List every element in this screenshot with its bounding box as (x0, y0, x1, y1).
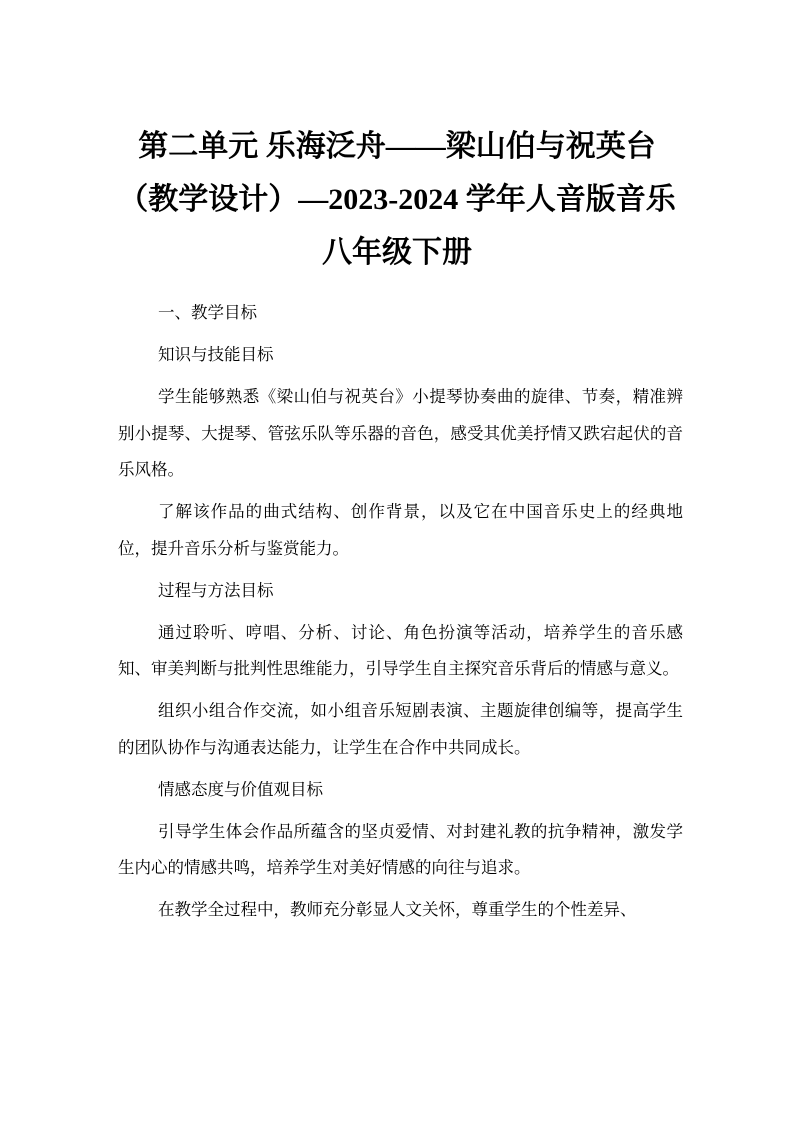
paragraph: 学生能够熟悉《梁山伯与祝英台》小提琴协奏曲的旋律、节奏，精准辨别小提琴、大提琴、管弦乐队等乐器的音色，感受其优美抒情又跌宕起伏的音乐风格。 (118, 387, 683, 479)
title-line-3: 八年级下册 (322, 236, 472, 269)
paragraph: 引导学生体会作品所蕴含的坚贞爱情、对封建礼教的抗争精神，激发学生内心的情感共鸣，培养学生对美好情感的向往与追求。 (118, 821, 683, 877)
subsection-heading-emotion-values: 情感态度与价值观目标 (158, 779, 323, 799)
paragraph: 通过聆听、哼唱、分析、讨论、角色扮演等活动，培养学生的音乐感知、审美判断与批判性思维能力，引导学生自主探究音乐背后的情感与意义。 (118, 622, 683, 678)
document-body (118, 295, 683, 934)
document-title (100, 120, 694, 279)
paragraph: 组织小组合作交流，如小组音乐短剧表演、主题旋律创编等，提高学生的团队协作与沟通表达能力，让学生在合作中共同成长。 (118, 701, 683, 757)
paragraph: 了解该作品的曲式结构、创作背景，以及它在中国音乐史上的经典地位，提升音乐分析与鉴赏能力。 (118, 502, 683, 558)
subsection-heading-process-methods: 过程与方法目标 (158, 580, 274, 600)
title-line-1: 第二单元 乐海泛舟——梁山伯与祝英台 (138, 130, 656, 163)
subsection-heading-knowledge-skills: 知识与技能目标 (158, 345, 274, 364)
paragraph: 在教学全过程中，教师充分彰显人文关怀，尊重学生的个性差异、 (158, 900, 637, 919)
title-line-2: （教学设计）—2023-2024 学年人音版音乐 (118, 183, 676, 216)
section-heading-teaching-goals: 一、教学目标 (158, 303, 257, 322)
